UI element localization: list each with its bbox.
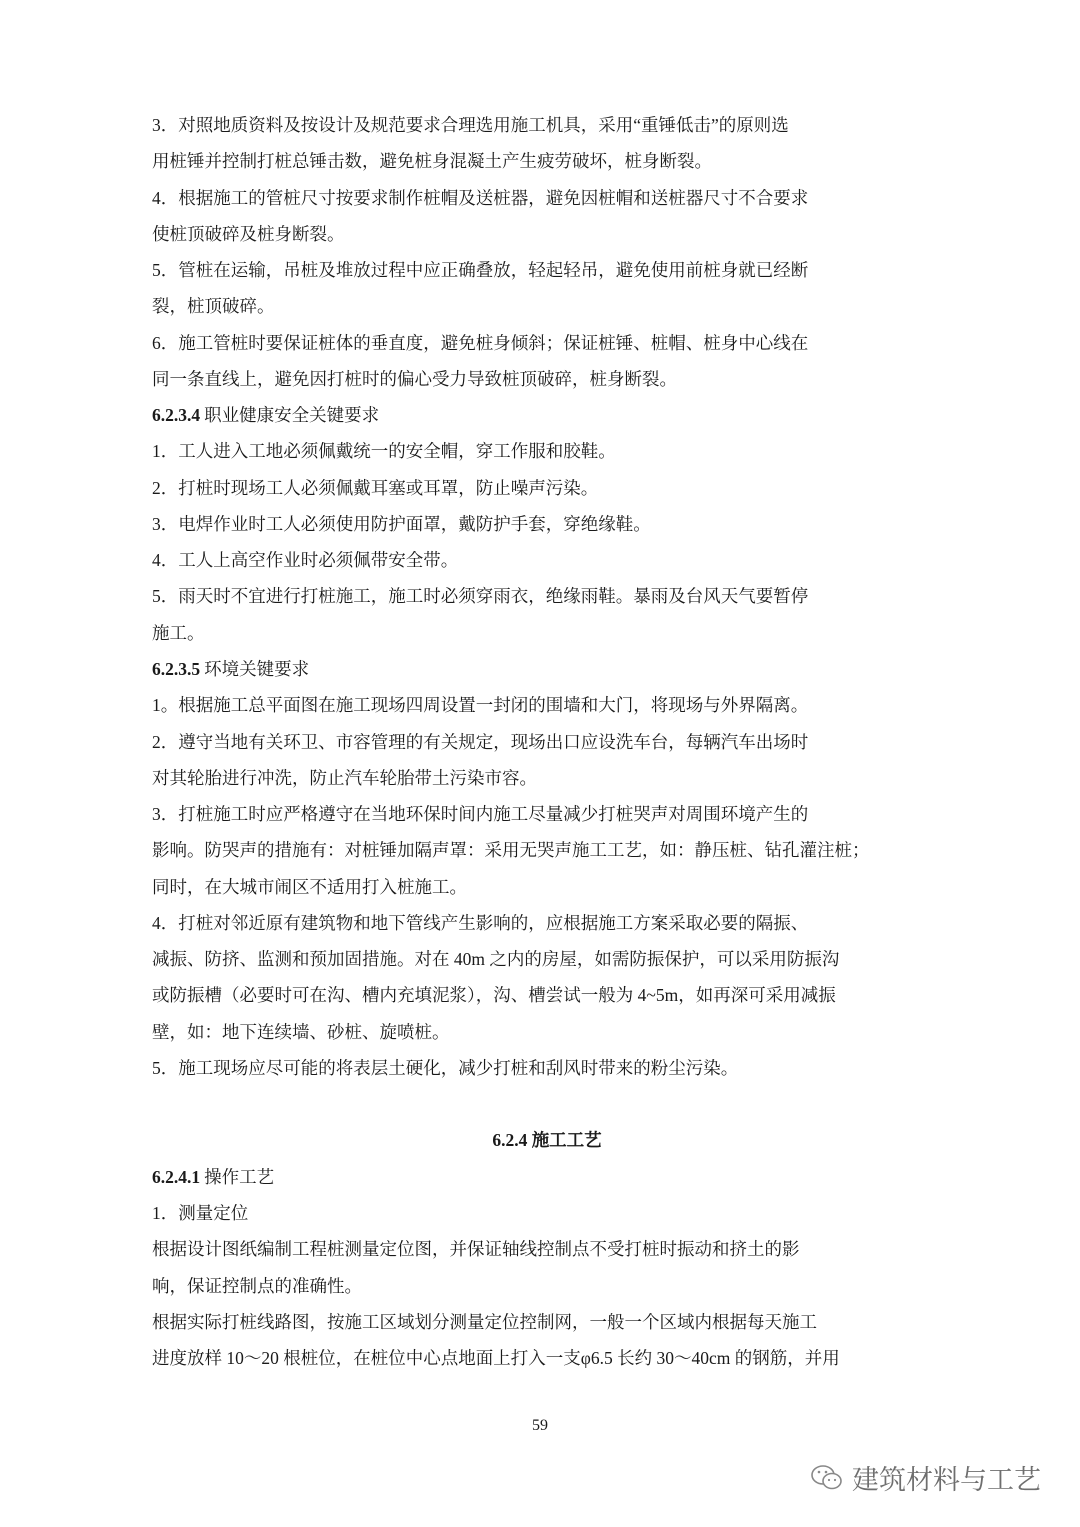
text-line xyxy=(152,1231,942,1267)
text-line xyxy=(152,796,942,832)
line-text: 同一条直线上，避免因打桩时的偏心受力导致桩顶破碎，桩身断裂。 xyxy=(152,368,677,389)
line-text: 同时，在大城市闹区不适用打入桩施工。 xyxy=(152,876,467,897)
line-text: 5．管桩在运输，吊桩及堆放过程中应正确叠放，轻起轻吊，避免使用前桩身就已经断 xyxy=(152,260,809,281)
subsection-heading xyxy=(152,651,942,687)
section-heading xyxy=(152,1122,942,1158)
line-text: 响，保证控制点的准确性。 xyxy=(152,1275,362,1296)
line-text: 1．工人进入工地必须佩戴统一的安全帽，穿工作服和胶鞋。 xyxy=(152,441,616,462)
text-line xyxy=(152,288,942,324)
line-text: 对其轮胎进行冲洗，防止汽车轮胎带土污染市容。 xyxy=(152,767,537,788)
line-text: 2．打桩时现场工人必须佩戴耳塞或耳罩，防止噪声污染。 xyxy=(152,477,599,498)
text-line xyxy=(152,361,942,397)
blank-line xyxy=(152,1086,942,1122)
text-line xyxy=(152,1050,942,1086)
text-line xyxy=(152,433,942,469)
watermark-text: 建筑材料与工艺 xyxy=(852,1465,1041,1496)
text-line xyxy=(152,760,942,796)
heading-number: 6.2.4.1 xyxy=(152,1166,201,1187)
line-text: 4．根据施工的管桩尺寸按要求制作桩帽及送桩器，避免因桩帽和送桩器尺寸不合要求 xyxy=(152,187,809,208)
heading-number: 6.2.3.4 xyxy=(152,405,201,426)
line-text: 4．工人上高空作业时必须佩带安全带。 xyxy=(152,550,459,571)
line-text: 环境关键要求 xyxy=(204,658,310,679)
line-text: 减振、防挤、监测和预加固措施。对在 40m 之内的房屋，如需防振保护，可以采用防振沟 xyxy=(152,949,840,970)
text-line xyxy=(152,506,942,542)
line-text: 2．遵守当地有关环卫、市容管理的有关规定，现场出口应设洗车台，每辆汽车出场时 xyxy=(152,731,809,752)
line-text: 操作工艺 xyxy=(204,1166,275,1187)
text-line xyxy=(152,578,942,614)
page-number: 59 xyxy=(532,1417,548,1434)
heading-number: 6.2.3.5 xyxy=(152,658,201,679)
text-line xyxy=(152,869,942,905)
text-line xyxy=(152,1195,942,1231)
subsection-heading xyxy=(152,397,942,433)
line-text: 使桩顶破碎及桩身断裂。 xyxy=(152,223,345,244)
text-line xyxy=(152,143,942,179)
line-text: 1。根据施工总平面图在施工现场四周设置一封闭的围墙和大门，将现场与外界隔离。 xyxy=(152,695,809,716)
line-text: 3．电焊作业时工人必须使用防护面罩，戴防护手套，穿绝缘鞋。 xyxy=(152,513,651,534)
text-line xyxy=(152,180,942,216)
text-line xyxy=(152,977,942,1013)
line-text: 1．测量定位 xyxy=(152,1202,249,1223)
text-line xyxy=(152,687,942,723)
line-text: 3．打桩施工时应严格遵守在当地环保时间内施工尽量减少打桩哭声对周围环境产生的 xyxy=(152,804,809,825)
text-line xyxy=(152,216,942,252)
line-text: 用桩锤并控制打桩总锤击数，避免桩身混凝土产生疲劳破坏，桩身断裂。 xyxy=(152,151,712,172)
text-line xyxy=(152,107,942,143)
line-text: 影响。防哭声的措施有：对桩锤加隔声罩：采用无哭声施工工艺，如：静压桩、钻孔灌注桩； xyxy=(152,840,870,861)
text-line xyxy=(152,905,942,941)
line-text: 3．对照地质资料及按设计及规范要求合理选用施工机具，采用“重锤低击”的原则选 xyxy=(152,115,789,135)
text-line xyxy=(152,1014,942,1050)
line-text: 5．施工现场应尽可能的将表层土硬化，减少打桩和刮风时带来的粉尘污染。 xyxy=(152,1057,739,1078)
text-line xyxy=(152,941,942,977)
line-text: 6.2.4 施工工艺 xyxy=(492,1130,602,1151)
text-line xyxy=(152,325,942,361)
line-text: 或防振槽（必要时可在沟、槽内充填泥浆），沟、槽尝试一般为 4~5m，如再深可采用减振 xyxy=(152,985,836,1006)
line-text: 裂，桩顶破碎。 xyxy=(152,296,275,317)
line-text: 根据实际打桩线路图，按施工区域划分测量定位控制网，一般一个区域内根据每天施工 xyxy=(152,1311,817,1332)
line-text: 根据设计图纸编制工程桩测量定位图，并保证轴线控制点不受打桩时振动和挤土的影 xyxy=(152,1239,800,1260)
line-text: 职业健康安全关键要求 xyxy=(204,405,380,426)
subsection-heading xyxy=(152,1159,942,1195)
text-line xyxy=(152,1268,942,1304)
line-text: 壁，如：地下连续墙、砂桩、旋喷桩。 xyxy=(152,1021,450,1042)
text-line xyxy=(152,724,942,760)
watermark xyxy=(810,1458,1041,1497)
text-line xyxy=(152,470,942,506)
text-line xyxy=(152,832,942,868)
text-line xyxy=(152,615,942,651)
text-line xyxy=(152,252,942,288)
line-text: 进度放样 10～20 根桩位，在桩位中心点地面上打入一支φ6.5 长约 30～40cm 的钢筋，并用 xyxy=(152,1348,840,1369)
wechat-icon xyxy=(810,1463,844,1493)
text-line xyxy=(152,542,942,578)
text-line xyxy=(152,1340,942,1376)
text-line xyxy=(152,1304,942,1340)
line-text: 6．施工管桩时要保证桩体的垂直度，避免桩身倾斜；保证桩锤、桩帽、桩身中心线在 xyxy=(152,332,809,353)
document-body xyxy=(152,107,942,1376)
line-text: 4．打桩对邻近原有建筑物和地下管线产生影响的，应根据施工方案采取必要的隔振、 xyxy=(152,912,809,933)
line-text: 施工。 xyxy=(152,622,205,643)
line-text: 5．雨天时不宜进行打桩施工，施工时必须穿雨衣，绝缘雨鞋。暴雨及台风天气要暂停 xyxy=(152,586,809,607)
